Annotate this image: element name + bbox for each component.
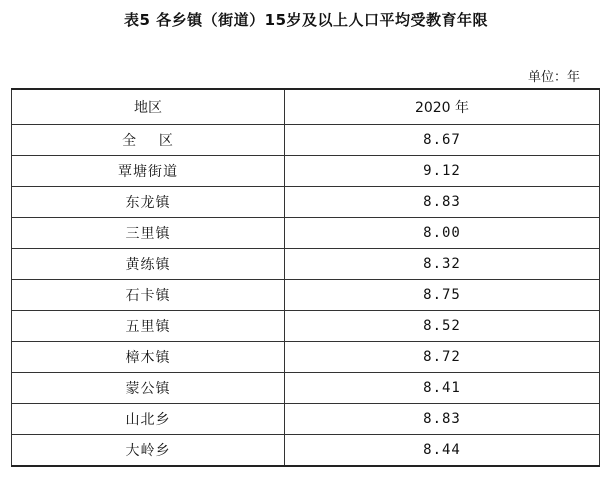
- region-cell: 三里镇: [12, 218, 285, 249]
- region-cell: 黄练镇: [12, 249, 285, 280]
- value-cell: 8.72: [285, 342, 600, 373]
- region-cell: 全 区: [12, 125, 285, 156]
- value-cell: 8.67: [285, 125, 600, 156]
- value-cell: 8.75: [285, 280, 600, 311]
- region-cell: 山北乡: [12, 404, 285, 435]
- value-cell: 9.12: [285, 156, 600, 187]
- header-year: 2020 年: [285, 89, 600, 125]
- region-cell: 东龙镇: [12, 187, 285, 218]
- header-row: [12, 89, 600, 125]
- region-cell: 五里镇: [12, 311, 285, 342]
- unit-label: 单位：年: [527, 70, 580, 85]
- region-cell: 樟木镇: [12, 342, 285, 373]
- table-row: [12, 156, 600, 187]
- table-row: [12, 249, 600, 280]
- value-cell: 8.52: [285, 311, 600, 342]
- region-cell: 蒙公镇: [12, 373, 285, 404]
- table-row: [12, 373, 600, 404]
- table-row: [12, 404, 600, 435]
- value-cell: 8.32: [285, 249, 600, 280]
- header-region: 地区: [12, 89, 285, 125]
- table-row: [12, 218, 600, 249]
- region-cell: 石卡镇: [12, 280, 285, 311]
- table-row: [12, 435, 600, 467]
- education-years-table: [11, 88, 600, 467]
- table-row: [12, 342, 600, 373]
- table-row: [12, 125, 600, 156]
- table-row: [12, 311, 600, 342]
- value-cell: 8.41: [285, 373, 600, 404]
- table-row: [12, 280, 600, 311]
- region-cell: 覃塘街道: [12, 156, 285, 187]
- value-cell: 8.00: [285, 218, 600, 249]
- region-cell: 大岭乡: [12, 435, 285, 467]
- table-row: [12, 187, 600, 218]
- value-cell: 8.44: [285, 435, 600, 467]
- value-cell: 8.83: [285, 404, 600, 435]
- table-title: 表5 各乡镇（街道）15岁及以上人口平均受教育年限: [123, 11, 489, 29]
- value-cell: 8.83: [285, 187, 600, 218]
